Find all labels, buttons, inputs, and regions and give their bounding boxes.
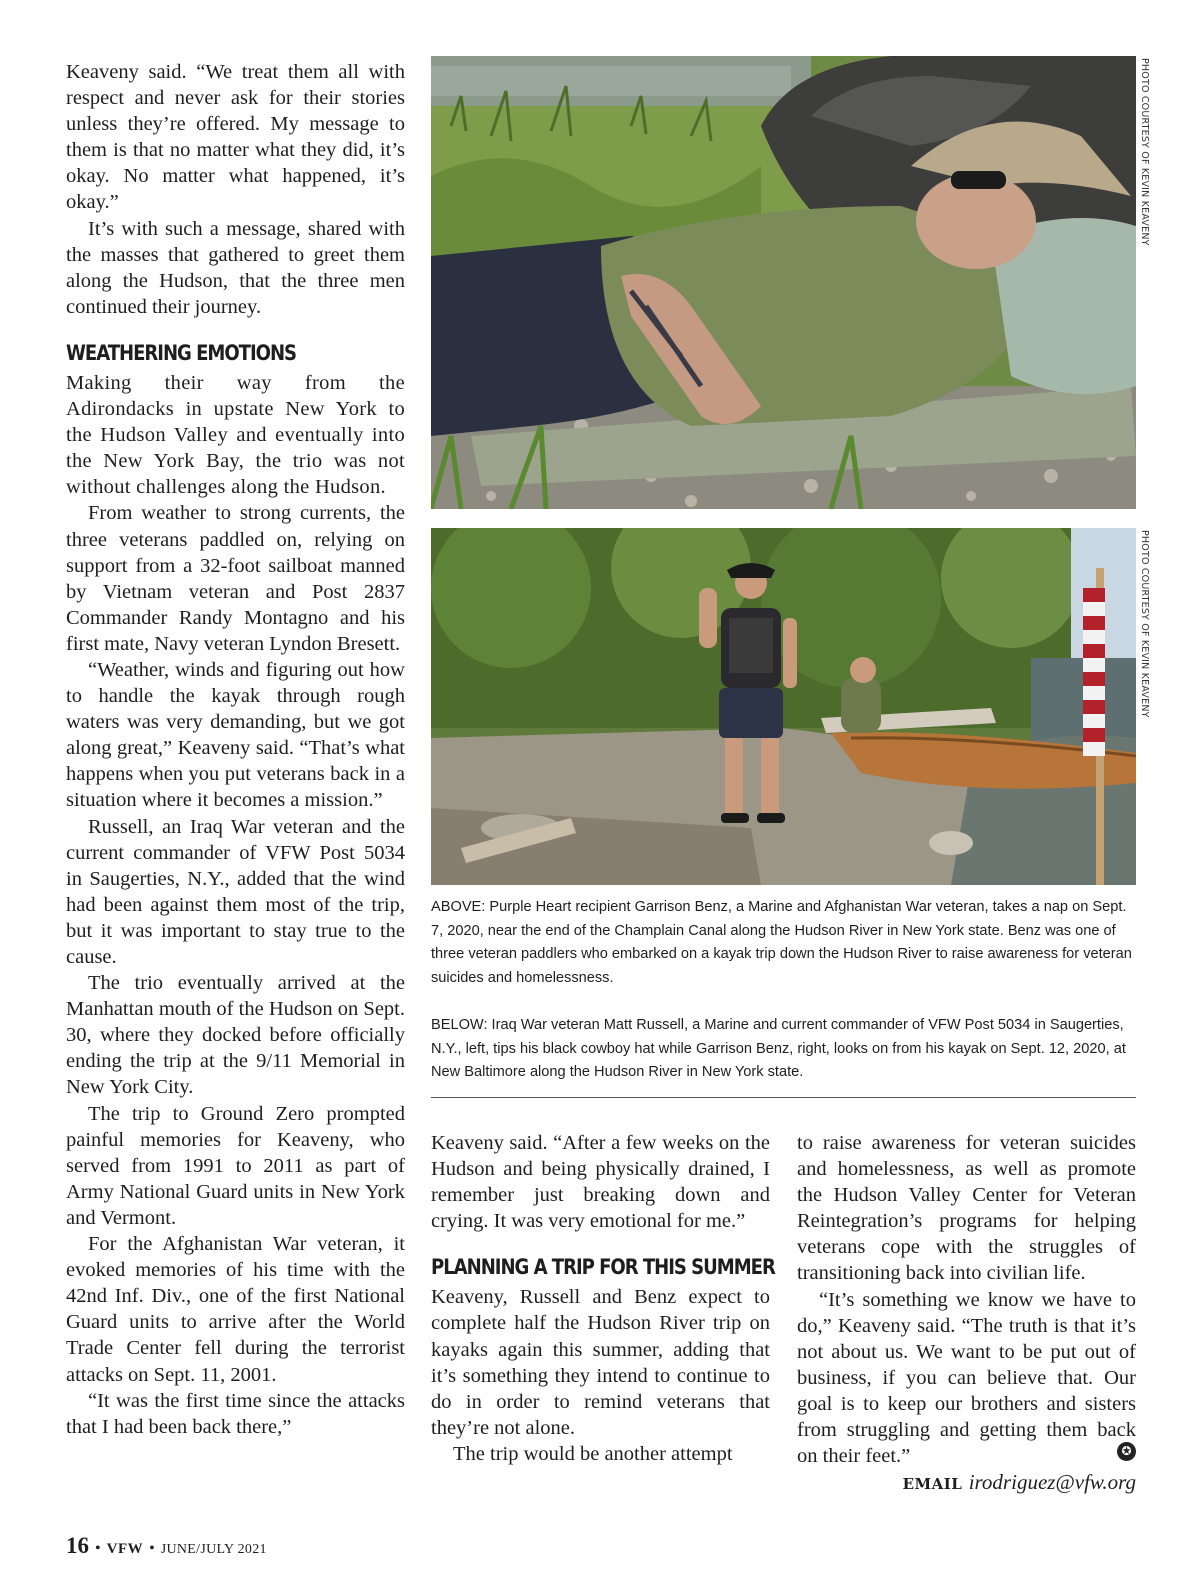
author-email-line — [903, 1470, 1136, 1495]
body-paragraph: From weather to strong currents, the three veterans paddled on, relying on support from a 32-foot sailboat manned by Vietnam veteran and Post 2837 Commander Randy Montagno and his first mate, Navy veteran Lyndon Bresett. — [66, 502, 405, 655]
body-paragraph: Keaveny said. “We treat them all with respect and never ask for their stories unless they’re offered. My message to them is that no matter what they did, it’s okay. No matter what happened, it’s okay.” — [66, 61, 405, 214]
article-column-2 — [431, 1130, 775, 1467]
footer-bullet: • — [95, 1540, 101, 1557]
photo-kayak-shore — [431, 528, 1136, 885]
body-paragraph: The trip to Ground Zero prompted painful memories for Keaveny, who served from 1991 to 2011 as part of Army National Guard units in New York and Vermont. — [66, 1102, 405, 1229]
magazine-name: VFW — [106, 1541, 144, 1557]
photo-credit: PHOTO COURTESY OF KEVIN KEAVENY — [1139, 58, 1150, 246]
section-heading: PLANNING A TRIP FOR THIS SUMMER — [431, 1255, 775, 1280]
body-paragraph: to raise awareness for veteran suicides and homelessness, as well as promote the Hudson Valley Center for Veteran Reintegration’s programs for helping veterans cope with the struggles of transitioning back into civilian life. — [797, 1132, 1136, 1285]
end-of-story-icon: ✪ — [1117, 1442, 1136, 1461]
photo-napping-veteran — [431, 56, 1136, 509]
footer-bullet: • — [149, 1540, 155, 1557]
page-number: 16 — [66, 1533, 89, 1558]
page-footer — [66, 1533, 267, 1559]
caption-divider — [431, 1097, 1136, 1098]
section-heading: WEATHERING EMOTIONS — [66, 340, 297, 365]
email-label: EMAIL — [902, 1475, 963, 1493]
body-paragraph: The trip would be another attempt — [453, 1442, 733, 1465]
body-paragraph: “It was the first time since the attacks that I had been back there,” — [66, 1389, 405, 1438]
body-paragraph: Russell, an Iraq War veteran and the current commander of VFW Post 5034 in Saugerties, N.Y., added that the wind had been against them most of the trip, but it was important to stay true to the cause. — [66, 815, 405, 968]
body-paragraph: Keaveny, Russell and Benz expect to complete half the Hudson River trip on kayaks again this summer, adding that it’s something they intend to continue to do in order to remind veterans that they’re not alone. — [431, 1286, 770, 1439]
body-paragraph: Making their way from the Adirondacks in upstate New York to the Hudson Valley and eventually into the New York Bay, the trio was not without challenges along the Hudson. — [66, 371, 405, 499]
body-paragraph: For the Afghanistan War veteran, it evoked memories of his time with the 42nd Inf. Div., one of the first National Guard units to arrive after the World Trade Center fell during the terrorist attacks on Sept. 11, 2001. — [66, 1233, 405, 1386]
body-paragraph: Keaveny said. “After a few weeks on the Hudson and being physically drained, I remember just breaking down and crying. It was very emotional for me.” — [431, 1132, 770, 1233]
body-paragraph: The trio eventually arrived at the Manhattan mouth of the Hudson on Sept. 30, where they docked before officially ending the trip at the 9/11 Memorial in New York City. — [66, 972, 405, 1099]
body-paragraph: It’s with such a message, shared with the masses that gathered to greet them along the Hudson, that the three men continued their journey. — [66, 217, 405, 318]
article-column-3 — [797, 1130, 1136, 1469]
body-paragraph: “It’s something we know we have to do,” Keaveny said. “The truth is that it’s not about us. We want to be put out of business, if you can believe that. Our goal is to keep our brothers and sisters from struggling and getting them back on their feet.” — [797, 1288, 1136, 1468]
issue-date: JUNE/JULY 2021 — [160, 1542, 267, 1557]
photo-caption-below: BELOW: Iraq War veteran Matt Russell, a Marine and current commander of VFW Post 5034 in Saugerties, N.Y., left, tips his black cowboy hat while Garrison Benz, right, looks on from his kayak on Sept. 12, 2020, at New Baltimore along the Hudson River in New York state. — [431, 1017, 1126, 1080]
body-paragraph: “Weather, winds and figuring out how to handle the kayak through rough waters was very demanding, but we got along great,” Keaveny said. “That’s what happens when you put veterans back in a situation where it becomes a mission.” — [66, 658, 405, 812]
article-column-1 — [66, 59, 405, 1440]
email-address: irodriguez@vfw.org — [968, 1470, 1136, 1494]
photo-credit: PHOTO COURTESY OF KEVIN KEAVENY — [1139, 530, 1150, 718]
photo-caption-above: ABOVE: Purple Heart recipient Garrison Benz, a Marine and Afghanistan War veteran, takes a nap on Sept. 7, 2020, near the end of the Champlain Canal along the Hudson River in New York state. Benz was one of three veteran paddlers who embarked on a kayak trip down the Hudson River to raise awareness for veteran suicides and homelessness. — [431, 899, 1132, 986]
